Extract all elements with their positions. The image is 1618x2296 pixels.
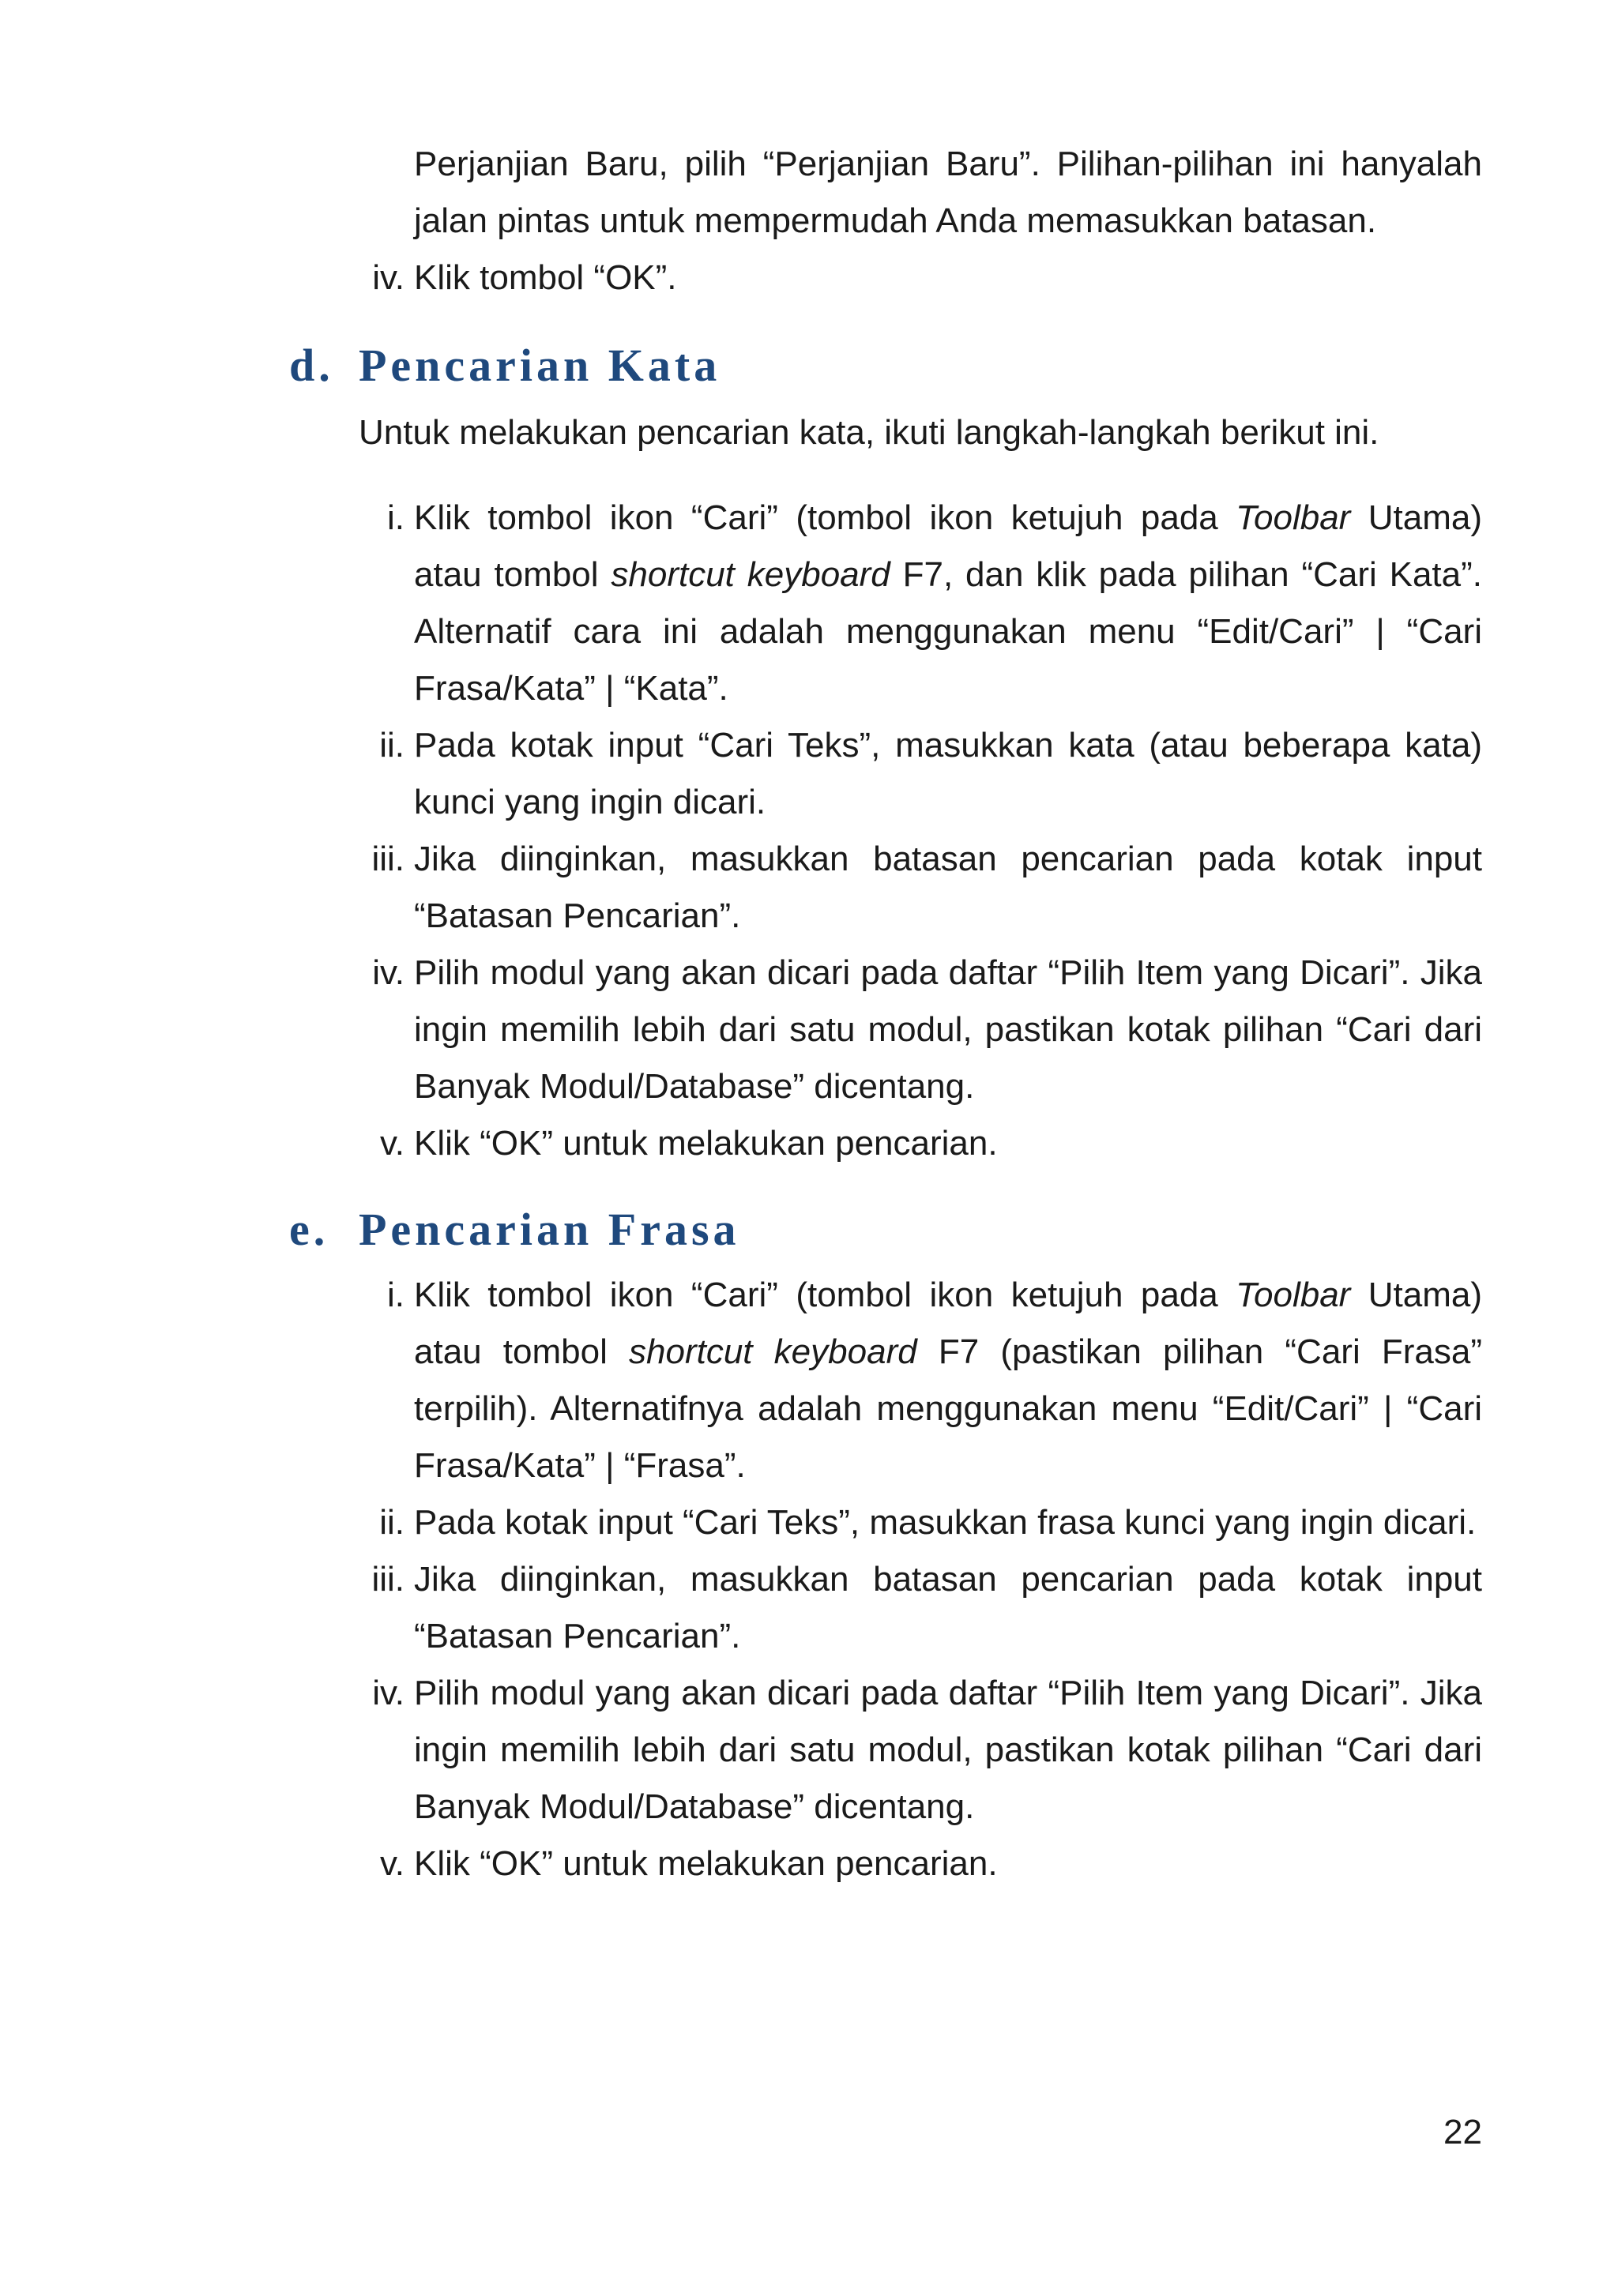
list-item-number: ii. xyxy=(379,726,404,765)
list-item-number: ii. xyxy=(379,1503,404,1542)
list-item xyxy=(371,831,1482,945)
list-item-number: v. xyxy=(380,1124,404,1163)
list-item-text: Klik tombol ikon “Cari” (tombol ikon ketujuh pada Toolbar Utama) atau tombol shortcut keyboard F7 (pastikan pilihan “Cari Frasa” terpilih). Alternatifnya adalah menggunakan menu “Edit/Cari” | “Cari Frasa/Kata” | “Frasa”. xyxy=(414,1276,1482,1485)
list-item xyxy=(380,1115,1482,1172)
section-intro: Untuk melakukan pencarian kata, ikuti langkah-langkah berikut ini. xyxy=(359,413,1379,452)
list-item-number: iv. xyxy=(372,1674,404,1712)
list-item xyxy=(387,1267,1482,1494)
list-item-number: i. xyxy=(387,498,404,537)
list-item-number: iv. xyxy=(372,953,404,992)
section-heading-e xyxy=(289,1202,740,1257)
list-item xyxy=(379,717,1482,831)
list-item-number: iii. xyxy=(371,1560,404,1599)
section-heading-d xyxy=(289,338,721,393)
list-item-text: Pilih modul yang akan dicari pada daftar “Pilih Item yang Dicari”. Jika ingin memilih lebih dari satu modul, pastikan kotak pilihan “Cari dari Banyak Modul/Database” dicentang. xyxy=(414,1674,1482,1826)
list-item xyxy=(372,250,1482,306)
list-item-text: Pilih modul yang akan dicari pada daftar “Pilih Item yang Dicari”. Jika ingin memilih lebih dari satu modul, pastikan kotak pilihan “Cari dari Banyak Modul/Database” dicentang. xyxy=(414,953,1482,1106)
continuation-block xyxy=(372,136,1482,306)
page-number: 22 xyxy=(1443,2113,1482,2151)
list-item xyxy=(380,1836,1482,1892)
list-item-number: v. xyxy=(380,1844,404,1883)
list-item xyxy=(371,1551,1482,1665)
section-letter: d. xyxy=(289,340,334,391)
list-item-text: Jika diinginkan, masukkan batasan pencarian pada kotak input “Batasan Pencarian”. xyxy=(414,1560,1482,1655)
list-item-text: Jika diinginkan, masukkan batasan pencarian pada kotak input “Batasan Pencarian”. xyxy=(414,840,1482,935)
list-item-number: iii. xyxy=(371,840,404,878)
section-d-list xyxy=(371,490,1483,1172)
section-e-list xyxy=(371,1267,1482,1892)
continuation-paragraph: Perjanjian Baru, pilih “Perjanjian Baru”. Pilihan-pilihan ini hanyalah jalan pintas untuk mempermudah Anda memasukkan batasan. xyxy=(414,145,1482,240)
list-item xyxy=(387,490,1483,717)
list-item-text: Pada kotak input “Cari Teks”, masukkan kata (atau beberapa kata) kunci yang ingin dicari. xyxy=(414,726,1482,821)
list-item-number: i. xyxy=(387,1276,404,1314)
list-item-text: Klik “OK” untuk melakukan pencarian. xyxy=(414,1844,998,1883)
section-title: Pencarian Frasa xyxy=(359,1204,740,1255)
list-item xyxy=(372,1665,1482,1836)
list-item xyxy=(372,945,1482,1115)
section-title: Pencarian Kata xyxy=(359,340,721,391)
list-item xyxy=(379,1494,1482,1551)
list-item-text: Klik “OK” untuk melakukan pencarian. xyxy=(414,1124,998,1163)
section-letter: e. xyxy=(289,1204,329,1255)
list-item-text: Pada kotak input “Cari Teks”, masukkan frasa kunci yang ingin dicari. xyxy=(414,1503,1477,1542)
list-item-text: Klik tombol ikon “Cari” (tombol ikon ketujuh pada Toolbar Utama) atau tombol shortcut keyboard F7, dan klik pada pilihan “Cari Kata”. Alternatif cara ini adalah menggunakan menu “Edit/Cari” | “Cari Frasa/Kata” | “Kata”. xyxy=(414,498,1483,708)
list-item-number: iv. xyxy=(372,258,404,297)
list-item-text: Klik tombol “OK”. xyxy=(414,258,677,297)
